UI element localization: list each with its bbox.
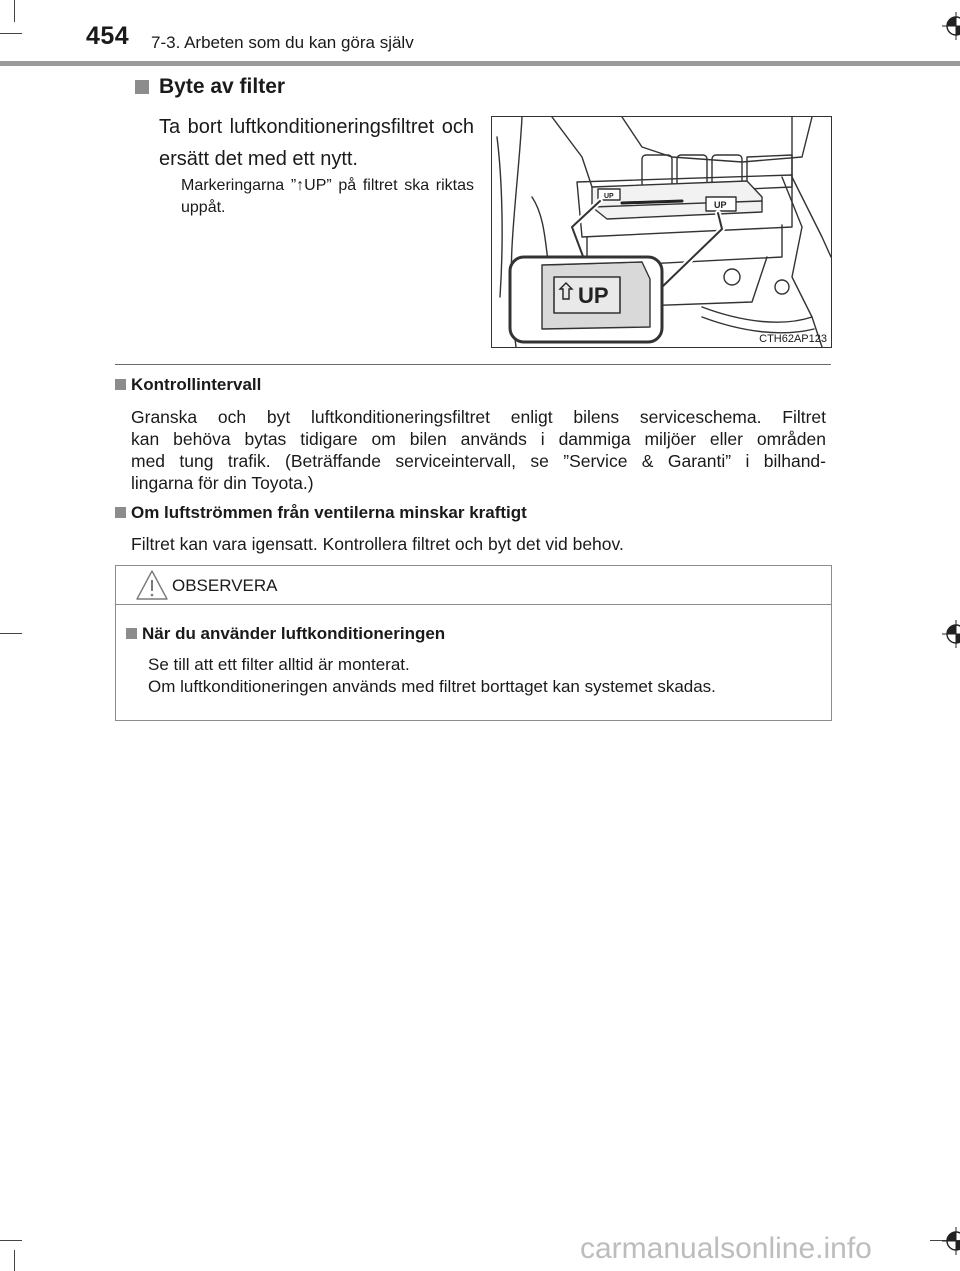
registration-mark-icon	[942, 1227, 960, 1255]
header-rule	[0, 61, 960, 66]
caution-header-rule	[116, 604, 831, 605]
subheading-square-icon	[115, 507, 126, 518]
step-text: Ta bort luftkonditioneringsfiltret och ersätt det med ett nytt.	[159, 116, 474, 170]
body-line: med tung trafik. (Beträffande serviceintervall, se ”Service & Garanti” i bilhand-	[131, 451, 826, 471]
body-line: lingarna för din Toyota.)	[131, 473, 314, 493]
section-title: 7-3. Arbeten som du kan göra själv	[151, 33, 414, 52]
step-note: Markeringarna ”↑UP” på filtret ska riktas uppåt.	[181, 177, 474, 216]
figure-code: CTH62AP123	[759, 333, 827, 345]
subheading-luftstrommen: Om luftströmmen från ventilerna minskar kraftigt	[131, 503, 527, 522]
caution-label: OBSERVERA	[172, 576, 278, 595]
caution-line: Om luftkonditioneringen används med filtret borttaget kan systemet skadas.	[148, 677, 716, 696]
body-line: Granska och byt luftkonditioneringsfiltret enligt bilens serviceschema. Filtret	[131, 407, 826, 427]
filter-drawing	[492, 117, 831, 347]
watermark: carmanualsonline.info	[580, 1232, 872, 1265]
section-divider	[115, 364, 831, 365]
registration-mark-icon	[942, 620, 960, 648]
filter-illustration	[491, 116, 832, 348]
subheading-kontrollintervall: Kontrollintervall	[131, 375, 262, 394]
heading-square-icon	[135, 80, 149, 94]
crop-mark	[14, 1250, 15, 1271]
caution-line: Se till att ett filter alltid är monterat.	[148, 655, 410, 674]
main-heading: Byte av filter	[159, 75, 286, 98]
registration-mark-icon	[942, 12, 960, 40]
crop-mark	[0, 33, 22, 34]
body-line: kan behöva bytas tidigare om bilen används i dammiga miljöer eller områden	[131, 429, 826, 449]
caution-box	[115, 565, 832, 721]
filter-up-label: UP	[714, 200, 727, 210]
page-number: 454	[86, 22, 130, 50]
subheading-square-icon	[126, 628, 137, 639]
filter-up-label-small: UP	[604, 193, 614, 200]
crop-mark	[0, 633, 22, 634]
crop-mark	[14, 0, 15, 22]
caution-heading: När du använder luftkonditioneringen	[142, 624, 446, 643]
callout-up-label: UP	[578, 283, 609, 308]
body-line: Filtret kan vara igensatt. Kontrollera filtret och byt det vid behov.	[131, 534, 624, 554]
crop-mark	[0, 1240, 22, 1241]
subheading-square-icon	[115, 379, 126, 390]
warning-triangle-icon	[135, 569, 169, 601]
